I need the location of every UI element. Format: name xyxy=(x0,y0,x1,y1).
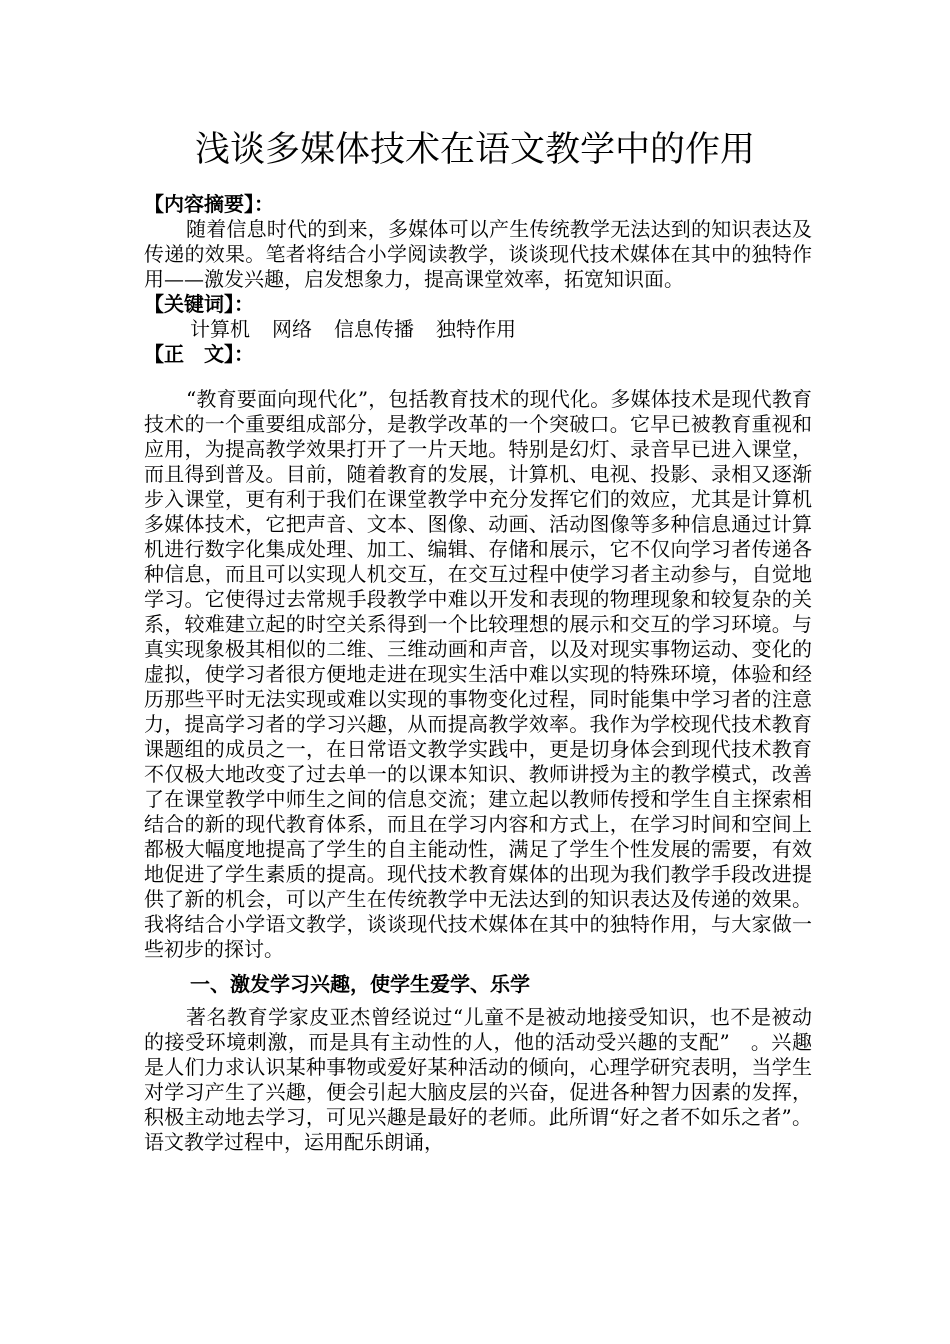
abstract-text: 随着信息时代的到来，多媒体可以产生传统教学无法达到的知识表达及传递的效果。笔者将结合小学阅读教学，谈谈现代技术媒体在其中的独特作用——激发兴趣，启发想象力，提高课堂效率，拓宽知识面。 xyxy=(144,217,812,291)
keyword-item: 网络 xyxy=(272,317,312,341)
intro-paragraph: “教育要面向现代化”，包括教育技术的现代化。多媒体技术是现代教育技术的一个重要组成部分，是教学改革的一个突破口。它早已被教育重视和应用，为提高教学效果打开了一片天地。特别是幻灯、录音早已进入课堂，而且得到普及。目前，随着教育的发展，计算机、电视、投影、录相又逐渐步入课堂，更有利于我们在课堂教学中充分发挥它们的效应，尤其是计算机多媒体技术，它把声音、文本、图像、动画、活动图像等多种信息通过计算机进行数字化集成处理、加工、编辑、存储和展示，它不仅向学习者传递各种信息，而且可以实现人机交互，在交互过程中使学习者主动参与，自觉地学习。它使得过去常规手段教学中难以开发和表现的物理现象和较复杂的关系，较难建立起的时空关系得到一个比较理想的展示和交互的学习环境。与真实现象极其相似的二维、三维动画和声音，以及对现实事物运动、变化的虚拟，使学习者很方便地走进在现实生活中难以实现的特殊环境，体验和经历那些平时无法实现或难以实现的事物变化过程，同时能集中学习者的注意力，提高学习者的学习兴趣，从而提高教学效率。我作为学校现代技术教育课题组的成员之一，在日常语文教学实践中，更是切身体会到现代技术教育不仅极大地改变了过去单一的以课本知识、教师讲授为主的教学模式，改善了在课堂教学中师生之间的信息交流；建立起以教师传授和学生自主探索相结合的新的现代教育体系，而且在学习内容和方式上，在学习时间和空间上都极大幅度地提高了学生的自主能动性，满足了学生个性发展的需要，有效地促进了学生素质的提高。现代技术教育媒体的出现为我们教学手段改进提供了新的机会，可以产生在传统教学中无法达到的知识表达及传递的效果。我将结合小学语文教学，谈谈现代技术媒体在其中的独特作用，与大家做一些初步的探讨。 xyxy=(144,387,812,961)
keywords-list xyxy=(144,317,812,342)
body-label: 【正 文】： xyxy=(144,342,254,366)
document-title: 浅谈多媒体技术在语文教学中的作用 xyxy=(194,130,755,170)
abstract-label: 【内容摘要】： xyxy=(144,192,274,216)
section-paragraph: 著名教育学家皮亚杰曾经说过“儿童不是被动地接受知识，也不是被动的接受环境刺激，而是具有主动性的人，他的活动受兴趣的支配” 。兴趣是人们力求认识某种事物或爱好某种活动的倾向，心理学研究表明，当学生对学习产生了兴趣，便会引起大脑皮层的兴奋，促进各种智力因素的发挥，积极主动地去学习，可见兴趣是最好的老师。此所谓“好之者不如乐之者”。语文教学过程中，运用配乐朗诵， xyxy=(144,1005,812,1154)
keyword-item: 信息传播 xyxy=(334,317,414,341)
keyword-item: 计算机 xyxy=(190,317,250,341)
keyword-item: 独特作用 xyxy=(436,317,516,341)
document-body xyxy=(144,192,812,1155)
keywords-label: 【关键词】： xyxy=(144,292,254,316)
section-heading: 一、激发学习兴趣，使学生爱学、乐学 xyxy=(190,972,530,996)
